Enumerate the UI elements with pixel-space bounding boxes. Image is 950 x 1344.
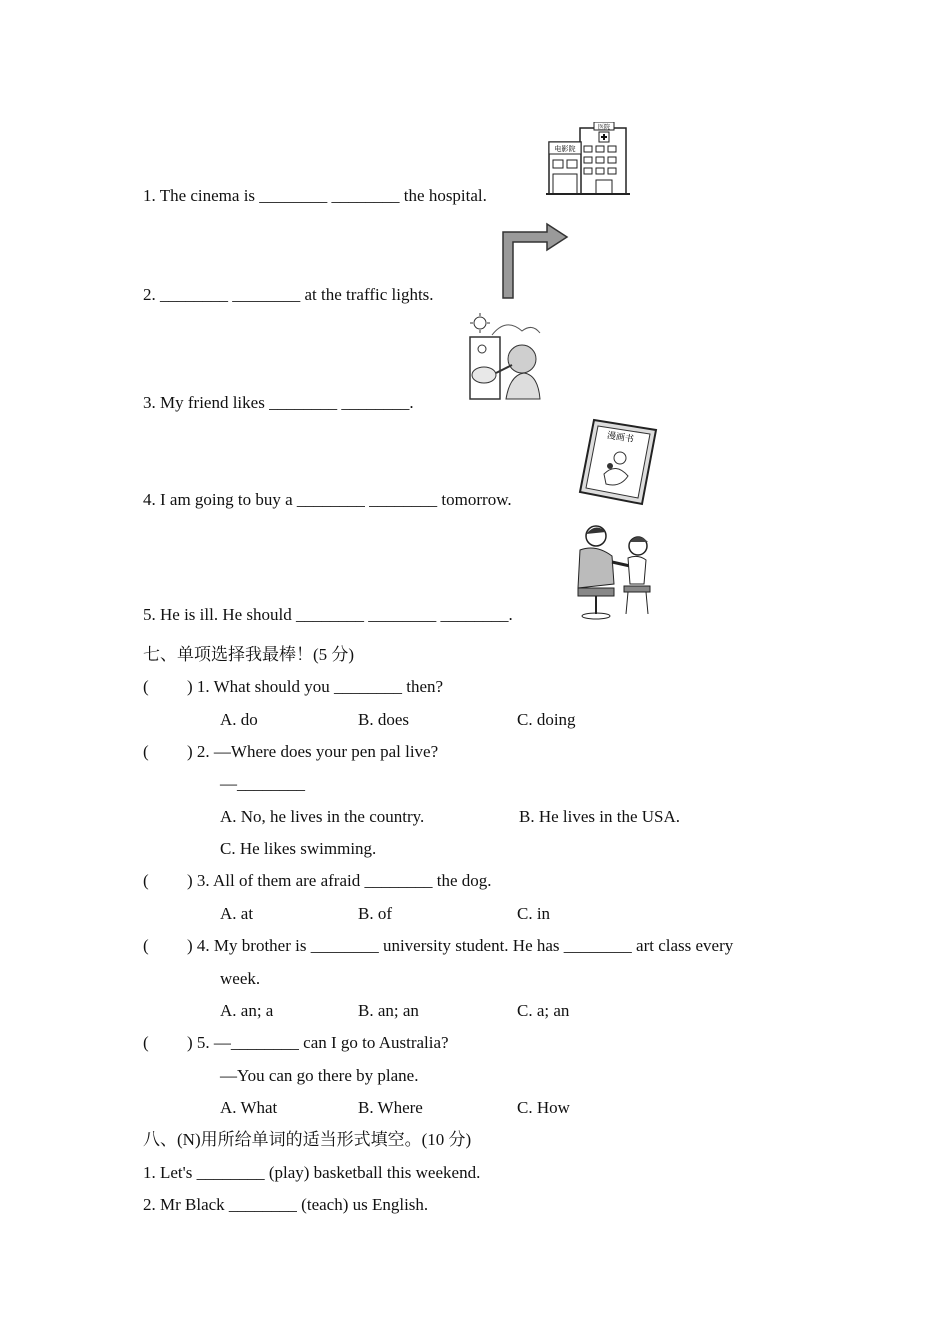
part7-heading: 七、单项选择我最棒！(5 分) <box>143 645 355 664</box>
painting-illustration <box>466 313 542 405</box>
option-b: B. He lives in the USA. <box>519 807 681 826</box>
part8-question-1: 1. Let's ________ (play) basketball this weekend. <box>143 1163 481 1182</box>
option-a: A. at <box>220 904 254 923</box>
part6-question-5: 5. He is ill. He should ________ ________ ________. <box>143 605 513 624</box>
answer-blank: —________ <box>220 774 305 793</box>
option-c: C. doing <box>517 710 576 729</box>
dialogue-answer: —You can go there by plane. <box>220 1066 419 1085</box>
hospital-sign: 医院 <box>597 124 611 131</box>
option-c: C. How <box>517 1098 570 1117</box>
question-stem: ) 3. All of them are afraid ________ the dog. <box>187 871 492 890</box>
option-b: B. of <box>358 904 392 923</box>
option-a: A. an; a <box>220 1001 274 1020</box>
option-b: B. does <box>358 710 409 729</box>
option-a: A. What <box>220 1098 278 1117</box>
doctor-patient-illustration <box>572 522 656 622</box>
question-stem: ) 1. What should you ________ then? <box>187 677 444 696</box>
answer-paren: ( <box>143 871 149 890</box>
part6-question-1: 1. The cinema is ________ ________ the hospital. <box>143 186 487 205</box>
option-c: C. in <box>517 904 551 923</box>
comic-book-illustration <box>576 418 660 508</box>
cinema-sign: 电影院 <box>554 145 576 153</box>
part7-question-1 <box>143 676 443 698</box>
part7-question-2 <box>143 741 438 763</box>
part6-question-3: 3. My friend likes ________ ________. <box>143 393 414 412</box>
turn-right-arrow-illustration <box>499 222 569 300</box>
question-stem: ) 2. —Where does your pen pal live? <box>187 742 439 761</box>
question-continuation: week. <box>220 969 261 988</box>
part7-question-3 <box>143 870 492 892</box>
answer-paren: ( <box>143 1033 149 1052</box>
answer-paren: ( <box>143 677 149 696</box>
option-c: C. a; an <box>517 1001 570 1020</box>
comic-book-title: 漫画书 <box>606 430 635 446</box>
part6-question-4: 4. I am going to buy a ________ ________ tomorrow. <box>143 490 512 509</box>
question-stem: ) 5. —________ can I go to Australia? <box>187 1033 449 1052</box>
part8-question-2: 2. Mr Black ________ (teach) us English. <box>143 1195 429 1214</box>
part6-question-2: 2. ________ ________ at the traffic lights. <box>143 285 434 304</box>
answer-paren: ( <box>143 936 149 955</box>
option-b: B. an; an <box>358 1001 419 1020</box>
cinema-hospital-illustration <box>546 122 630 198</box>
part8-heading: 八、(N)用所给单词的适当形式填空。(10 分) <box>143 1130 472 1149</box>
option-a: A. do <box>220 710 258 729</box>
part7-question-4 <box>143 935 733 957</box>
option-c: C. He likes swimming. <box>220 839 377 858</box>
answer-paren: ( <box>143 742 149 761</box>
option-a: A. No, he lives in the country. <box>220 807 425 826</box>
option-b: B. Where <box>358 1098 423 1117</box>
question-stem: ) 4. My brother is ________ university student. He has ________ art class every <box>187 936 734 955</box>
part7-question-5 <box>143 1032 449 1054</box>
